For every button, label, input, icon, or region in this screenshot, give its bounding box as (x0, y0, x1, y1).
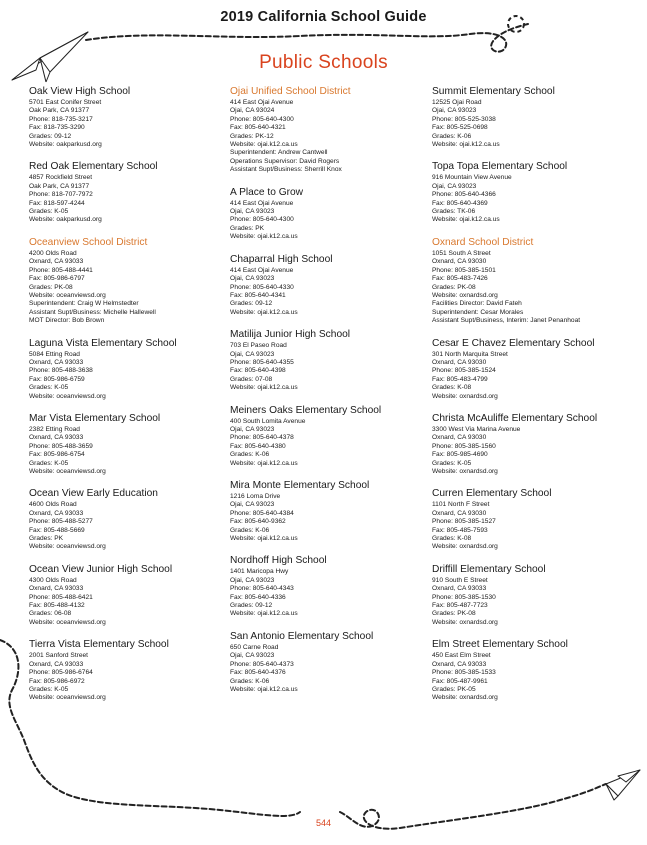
entry-detail-line: 4857 Rockfield Street (29, 174, 93, 182)
section-title: Public Schools (259, 52, 388, 73)
school-name: Meiners Oaks Elementary School (230, 404, 382, 416)
school-name: Christa McAuliffe Elementary School (432, 412, 598, 424)
entry-detail-line: Ojai, CA 93023 (230, 208, 275, 216)
school-name: Laguna Vista Elementary School (29, 337, 177, 349)
entry-detail-line: Fax: 805-986-6972 (29, 677, 85, 685)
entry-detail-line: Website: ojai.k12.ca.us (432, 141, 500, 149)
entry-detail-line: Website: oxnardsd.org (432, 694, 498, 702)
entry-detail-line: Ojai, CA 93023 (230, 652, 275, 660)
entry-detail-line: 1101 North F Street (432, 501, 490, 509)
entry-detail-line: Website: ojai.k12.ca.us (230, 384, 298, 392)
entry-detail-line: Fax: 805-985-4690 (432, 451, 488, 459)
entry-detail-line: Phone: 805-640-4300 (230, 115, 294, 123)
page-number: 544 (315, 818, 332, 828)
entry-detail-line: Phone: 805-640-4378 (230, 434, 294, 442)
entry-detail-line: Oxnard, CA 93033 (29, 585, 84, 593)
entry-detail-line: Phone: 805-640-4373 (230, 660, 294, 668)
entry-detail-line: 4600 Olds Road (29, 501, 77, 509)
entry-detail-line: Grades: K-06 (432, 132, 472, 140)
entry-detail-line: Grades: TK-06 (432, 208, 476, 216)
school-name: Chaparral High School (230, 253, 333, 265)
entry-detail-line: Grades: PK-05 (432, 685, 476, 693)
entry-detail-line: Fax: 805-986-6797 (29, 275, 85, 283)
entry-detail-line: 414 East Ojai Avenue (230, 199, 294, 207)
school-name: Summit Elementary School (432, 86, 555, 97)
school-entry (432, 564, 632, 627)
entry-detail-line: Grades: K-05 (29, 685, 69, 693)
entry-detail-line: Website: oakparkusd.org (29, 216, 102, 224)
entry-detail-line: Phone: 805-385-1530 (432, 593, 496, 601)
entry-detail-line: Fax: 805-487-9961 (432, 677, 488, 685)
entry-detail-line: Website: ojai.k12.ca.us (230, 535, 298, 543)
school-entry (29, 161, 229, 224)
district-entry (29, 237, 229, 326)
entry-detail-line: Phone: 805-640-4384 (230, 509, 294, 517)
entry-detail-line: Ojai, CA 93023 (230, 425, 275, 433)
school-entry (230, 254, 430, 317)
entry-detail-line: Grades: K-05 (29, 459, 69, 467)
school-name: San Antonio Elementary School (230, 630, 374, 642)
paper-plane-icon (606, 770, 640, 800)
school-entry (230, 405, 430, 468)
entry-detail-line: Assistant Supt/Business: Michelle Hallewell (29, 308, 156, 316)
entry-detail-line: 4200 Olds Road (29, 249, 77, 257)
entry-detail-line: Website: oxnardsd.org (432, 291, 498, 299)
school-name: Mira Monte Elementary School (230, 480, 370, 491)
entry-detail-line: Operations Supervisor: David Rogers (230, 157, 340, 165)
entry-detail-line: Website: ojai.k12.ca.us (230, 141, 298, 149)
entry-detail-line: Website: oceanviewsd.org (29, 618, 106, 626)
entry-detail-line: Grades: PK (29, 535, 64, 543)
entry-detail-line: 2382 Etting Road (29, 425, 80, 433)
school-entry (29, 86, 229, 149)
entry-detail-line: Phone: 805-488-3638 (29, 367, 93, 375)
entry-detail-line: 703 El Paseo Road (230, 342, 287, 350)
school-name: Nordhoff High School (230, 555, 327, 567)
entry-detail-line: Fax: 805-525-0698 (432, 124, 488, 132)
entry-detail-line: Website: ojai.k12.ca.us (230, 610, 298, 618)
school-entry (432, 639, 632, 702)
entry-detail-line: Fax: 805-487-7723 (432, 602, 488, 610)
entry-detail-line: Grades: PK-08 (432, 610, 476, 618)
entry-detail-line: Phone: 805-385-1524 (432, 367, 496, 375)
school-entry (230, 480, 430, 543)
district-name: Ojai Unified School District (230, 86, 351, 97)
school-entry (432, 161, 632, 224)
entry-detail-line: Phone: 805-525-3038 (432, 115, 496, 123)
school-entry (29, 488, 229, 551)
district-name: Oceanview School District (29, 236, 148, 248)
entry-detail-line: Grades: K-06 (230, 677, 270, 685)
entry-detail-line: Oxnard, CA 93033 (29, 509, 84, 517)
entry-detail-line: Phone: 818-707-7972 (29, 191, 93, 199)
entry-detail-line: Phone: 805-488-3659 (29, 442, 93, 450)
entry-detail-line: 3300 West Via Marina Avenue (432, 425, 521, 433)
entry-detail-line: Superintendent: Andrew Cantwell (230, 149, 328, 157)
entry-detail-line: Phone: 805-385-1501 (432, 266, 496, 274)
entry-detail-line: Website: oceanviewsd.org (29, 291, 106, 299)
entry-detail-line: Fax: 805-488-5669 (29, 526, 85, 534)
entry-detail-line: Oxnard, CA 93033 (432, 585, 487, 593)
entry-detail-line: Website: oxnardsd.org (432, 392, 498, 400)
district-entry (432, 237, 632, 326)
entry-detail-line: Fax: 805-483-4799 (432, 375, 488, 383)
entry-detail-line: 916 Mountain View Avenue (432, 174, 512, 182)
entry-detail-line: Fax: 805-483-7426 (432, 275, 488, 283)
entry-detail-line: Phone: 805-488-4441 (29, 266, 93, 274)
entry-detail-line: 414 East Ojai Avenue (230, 99, 294, 106)
school-entry (432, 413, 632, 476)
entry-detail-line: Fax: 805-485-7593 (432, 526, 488, 534)
entry-detail-line: Grades: 09-12 (230, 602, 273, 610)
entry-detail-line: Phone: 805-385-1527 (432, 518, 496, 526)
school-name: A Place to Grow (230, 186, 304, 198)
school-name: Red Oak Elementary School (29, 161, 158, 173)
entry-detail-line: Fax: 805-640-4336 (230, 593, 286, 601)
entry-detail-line: Grades: K-06 (230, 451, 270, 459)
school-entry (29, 338, 229, 401)
entry-detail-line: Oxnard, CA 93030 (432, 358, 487, 366)
entry-detail-line: Website: oceanviewsd.org (29, 392, 106, 400)
school-entry (230, 329, 430, 392)
entry-detail-line: Phone: 805-640-4343 (230, 585, 294, 593)
entry-detail-line: Website: ojai.k12.ca.us (230, 308, 298, 316)
entry-detail-line: Fax: 805-640-4376 (230, 669, 286, 677)
column-1 (29, 86, 229, 715)
entry-detail-line: 400 South Lomita Avenue (230, 417, 306, 425)
entry-detail-line: Facilities Director: David Fateh (432, 300, 522, 308)
entry-detail-line: Website: oceanviewsd.org (29, 694, 106, 702)
column-2 (230, 86, 430, 706)
entry-detail-line: Grades: PK-12 (230, 132, 274, 140)
entry-detail-line: Phone: 805-640-4355 (230, 358, 294, 366)
entry-detail-line: Oxnard, CA 93033 (29, 258, 84, 266)
school-entry (29, 639, 229, 702)
entry-detail-line: Oxnard, CA 93030 (432, 509, 487, 517)
entry-detail-line: Website: ojai.k12.ca.us (432, 216, 500, 224)
entry-detail-line: Website: ojai.k12.ca.us (230, 685, 298, 693)
entry-detail-line: Website: oceanviewsd.org (29, 543, 106, 551)
school-name: Cesar E Chavez Elementary School (432, 337, 595, 349)
entry-detail-line: Fax: 805-640-4398 (230, 367, 286, 375)
page-header-title: 2019 California School Guide (220, 9, 427, 25)
entry-detail-line: 414 East Ojai Avenue (230, 266, 294, 274)
entry-detail-line: Fax: 805-640-4369 (432, 199, 488, 207)
entry-detail-line: 5084 Etting Road (29, 350, 80, 358)
entry-detail-line: Grades: PK (230, 224, 265, 232)
entry-detail-line: Grades: K-06 (230, 526, 270, 534)
school-entry (230, 187, 430, 242)
entry-detail-line: Phone: 805-640-4330 (230, 283, 294, 291)
entry-detail-line: Website: ojai.k12.ca.us (230, 233, 298, 241)
entry-detail-line: Superintendent: Cesar Morales (432, 308, 524, 316)
entry-detail-line: 650 Carne Road (230, 643, 279, 651)
school-entry (230, 631, 430, 694)
entry-detail-line: Ojai, CA 93023 (230, 275, 275, 283)
entry-detail-line: Website: oxnardsd.org (432, 543, 498, 551)
entry-detail-line: Fax: 818-597-4244 (29, 199, 85, 207)
entry-detail-line: Grades: K-05 (29, 384, 69, 392)
school-name: Matilija Junior High School (230, 329, 351, 341)
entry-detail-line: Phone: 818-735-3217 (29, 115, 93, 123)
entry-detail-line: Phone: 805-488-6421 (29, 593, 93, 601)
entry-detail-line: Grades: K-05 (432, 459, 472, 467)
school-entry (29, 413, 229, 476)
entry-detail-line: Oxnard, CA 93033 (29, 358, 84, 366)
entry-detail-line: Fax: 805-640-9362 (230, 518, 286, 526)
entry-detail-line: Fax: 805-986-6754 (29, 451, 85, 459)
entry-detail-line: Oxnard, CA 93033 (29, 660, 84, 668)
entry-detail-line: Assistant Supt/Business, Interim: Janet Penanhoat (432, 317, 581, 325)
entry-detail-line: Grades: K-08 (432, 535, 472, 543)
entry-detail-line: Grades: PK-08 (29, 283, 73, 291)
entry-detail-line: Grades: 09-12 (29, 132, 72, 140)
school-entry (432, 488, 632, 551)
entry-detail-line: Phone: 805-385-1560 (432, 442, 496, 450)
entry-detail-line: 12525 Ojai Road (432, 99, 482, 106)
entry-detail-line: Phone: 805-640-4366 (432, 191, 496, 199)
entry-detail-line: Oxnard, CA 93030 (432, 434, 487, 442)
column-3 (432, 86, 632, 715)
entry-detail-line: Oxnard, CA 93033 (432, 660, 487, 668)
entry-detail-line: 1051 South A Street (432, 249, 491, 257)
entry-detail-line: 1401 Maricopa Hwy (230, 568, 289, 576)
entry-detail-line: Grades: K-08 (432, 384, 472, 392)
entry-detail-line: 2001 Sanford Street (29, 652, 89, 660)
entry-detail-line: Grades: PK-08 (432, 283, 476, 291)
entry-detail-line: Phone: 805-385-1533 (432, 669, 496, 677)
entry-detail-line: Ojai, CA 93024 (230, 107, 275, 115)
school-entry (432, 338, 632, 401)
school-entry (230, 555, 430, 618)
entry-detail-line: Grades: 09-12 (230, 300, 273, 308)
dashed-trail-top (86, 24, 528, 52)
entry-detail-line: Website: oxnardsd.org (432, 618, 498, 626)
entry-detail-line: Oak Park, CA 91377 (29, 107, 90, 115)
entry-detail-line: Phone: 805-986-6764 (29, 669, 93, 677)
entry-detail-line: Assistant Supt/Business: Sherrill Knox (230, 166, 342, 174)
entry-detail-line: Ojai, CA 93023 (230, 501, 275, 509)
district-entry (230, 86, 430, 175)
entry-detail-line: 450 East Elm Street (432, 652, 491, 660)
entry-detail-line: Website: oxnardsd.org (432, 468, 498, 475)
district-name: Oxnard School District (432, 236, 534, 248)
entry-detail-line: Oak Park, CA 91377 (29, 182, 90, 190)
entry-detail-line: Fax: 818-735-3290 (29, 124, 85, 132)
school-name: Topa Topa Elementary School (432, 161, 568, 173)
entry-detail-line: 910 South E Street (432, 576, 488, 584)
entry-detail-line: 301 North Marquita Street (432, 350, 508, 358)
school-entry (432, 86, 632, 149)
school-name: Oak View High School (29, 86, 131, 97)
school-entry (29, 564, 229, 627)
entry-detail-line: Oxnard, CA 93030 (432, 258, 487, 266)
entry-detail-line: Grades: 06-08 (29, 610, 72, 618)
entry-detail-line: Oxnard, CA 93033 (29, 434, 84, 442)
entry-detail-line: Website: oceanviewsd.org (29, 468, 106, 475)
entry-detail-line: Fax: 805-986-6759 (29, 375, 85, 383)
entry-detail-line: Ojai, CA 93023 (230, 350, 275, 358)
school-name: Tierra Vista Elementary School (29, 639, 169, 651)
entry-detail-line: 1216 Loma Drive (230, 493, 281, 500)
school-name: Elm Street Elementary School (432, 639, 568, 651)
entry-detail-line: Fax: 805-640-4341 (230, 291, 286, 299)
school-name: Ocean View Junior High School (29, 563, 173, 575)
entry-detail-line: Ojai, CA 93023 (432, 182, 477, 190)
entry-detail-line: Ojai, CA 93023 (230, 576, 275, 584)
entry-detail-line: MOT Director: Bob Brown (29, 317, 105, 325)
entry-detail-line: Fax: 805-640-4321 (230, 124, 286, 132)
entry-detail-line: Grades: K-05 (29, 208, 69, 216)
entry-detail-line: 5701 East Conifer Street (29, 99, 102, 106)
school-name: Mar Vista Elementary School (29, 412, 161, 424)
entry-detail-line: Phone: 805-640-4300 (230, 216, 294, 224)
school-name: Curren Elementary School (432, 488, 552, 500)
entry-detail-line: Fax: 805-640-4380 (230, 442, 286, 450)
entry-detail-line: Grades: 07-08 (230, 375, 273, 383)
entry-detail-line: Phone: 805-488-5277 (29, 518, 93, 526)
entry-detail-line: Ojai, CA 93023 (432, 107, 477, 115)
entry-detail-line: Fax: 805-488-4132 (29, 602, 85, 610)
entry-detail-line: 4300 Olds Road (29, 576, 77, 584)
entry-detail-line: Website: ojai.k12.ca.us (230, 459, 298, 467)
entry-detail-line: Superintendent: Craig W Helmstedter (29, 300, 139, 308)
school-name: Ocean View Early Education (29, 488, 158, 500)
school-name: Driffill Elementary School (432, 563, 546, 575)
entry-detail-line: Website: oakparkusd.org (29, 141, 102, 149)
